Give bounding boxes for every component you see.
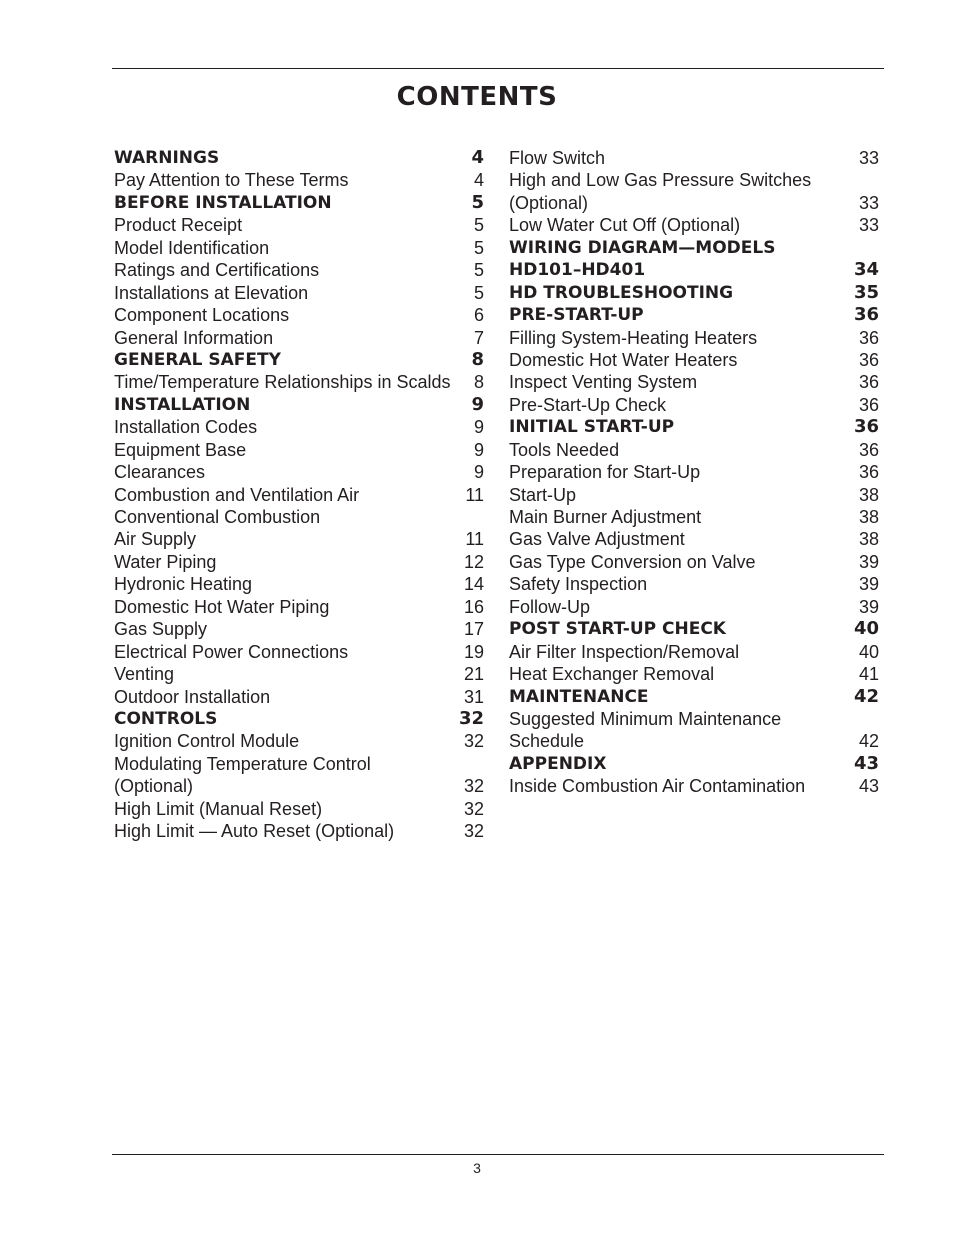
toc-section-heading[interactable]: [509, 416, 879, 438]
toc-entry[interactable]: [509, 663, 879, 685]
toc-entry-page: 33: [858, 148, 879, 168]
toc-entry[interactable]: [509, 169, 879, 191]
toc-section-heading[interactable]: [114, 394, 484, 416]
toc-entry-page: 32: [463, 776, 484, 797]
toc-entry-page: 9: [473, 439, 484, 460]
toc-entry-label: Air Filter Inspection/Removal: [509, 641, 740, 662]
toc-entry[interactable]: [509, 506, 879, 528]
toc-entry-page: 42: [853, 685, 879, 707]
toc-entry[interactable]: [114, 304, 484, 326]
toc-entry-label: Inside Combustion Air Contamination: [509, 776, 806, 797]
toc-entry[interactable]: [114, 596, 484, 618]
toc-entry[interactable]: [509, 147, 879, 169]
toc-left-column: [114, 147, 484, 843]
toc-entry-page: 36: [858, 394, 879, 415]
toc-entry-page: 36: [858, 439, 879, 460]
toc-entry-page: 5: [473, 282, 484, 303]
toc-entry-label: Ignition Control Module: [114, 731, 300, 752]
toc-entry[interactable]: [509, 327, 879, 349]
toc-entry-label: POST START-UP CHECK: [509, 619, 726, 640]
toc-entry-page: 43: [853, 752, 879, 774]
toc-entry-page: 36: [858, 349, 879, 370]
toc-entry-page: 7: [473, 327, 484, 348]
toc-entry-page: 35: [853, 281, 879, 303]
toc-entry-page: 33: [858, 215, 879, 236]
toc-entry-label: Heat Exchanger Removal: [509, 664, 715, 685]
toc-section-heading[interactable]: [114, 349, 484, 371]
toc-entry[interactable]: [509, 775, 879, 797]
toc-entry-label: Outdoor Installation: [114, 686, 271, 707]
toc-entry-label: Hydronic Heating: [114, 574, 253, 595]
toc-entry-page: 39: [858, 574, 879, 595]
toc-entry-label: HD TROUBLESHOOTING: [509, 282, 734, 303]
toc-entry-label: Domestic Hot Water Piping: [114, 596, 330, 617]
toc-entry-page: 41: [858, 664, 879, 685]
toc-entry-label: WIRING DIAGRAM—MODELS: [509, 237, 776, 258]
toc-entry-label: Product Receipt: [114, 215, 243, 236]
toc-entry[interactable]: [114, 484, 484, 506]
toc-entry-label: Gas Type Conversion on Valve: [509, 551, 756, 572]
toc-entry[interactable]: [509, 439, 879, 461]
toc-entry[interactable]: [509, 641, 879, 663]
toc-entry-page: 5: [473, 237, 484, 258]
toc-entry-label: General Information: [114, 327, 274, 348]
toc-entry-label: Equipment Base: [114, 439, 247, 460]
toc-section-heading[interactable]: [509, 259, 879, 281]
toc-section-heading[interactable]: [114, 708, 484, 730]
toc-entry[interactable]: [114, 730, 484, 752]
toc-entry-label: Follow-Up: [509, 596, 591, 617]
toc-entry-page: 4: [473, 170, 484, 191]
toc-section-heading[interactable]: [509, 686, 879, 708]
toc-entry-label: Combustion and Ventilation Air: [114, 484, 360, 505]
toc-entry-label: Suggested Minimum Maintenance: [509, 708, 782, 729]
toc-entry[interactable]: [114, 371, 484, 393]
toc-entry[interactable]: [114, 573, 484, 595]
toc-entry[interactable]: [114, 686, 484, 708]
toc-entry-label: WARNINGS: [114, 148, 220, 168]
toc-entry[interactable]: [509, 461, 879, 483]
toc-entry-page: 42: [858, 731, 879, 752]
toc-entry[interactable]: [114, 259, 484, 281]
toc-entry-page: 36: [858, 327, 879, 348]
toc-entry[interactable]: [509, 596, 879, 618]
toc-entry[interactable]: [114, 663, 484, 685]
toc-entry[interactable]: [114, 798, 484, 820]
toc-entry[interactable]: [114, 528, 484, 550]
toc-entry-page: 4: [471, 147, 484, 168]
toc-entry-label: Filling System-Heating Heaters: [509, 327, 758, 348]
toc-entry-label: Conventional Combustion: [114, 507, 321, 527]
toc-entry-page: 19: [463, 641, 484, 662]
toc-entry[interactable]: [114, 820, 484, 842]
toc-entry-label: APPENDIX: [509, 753, 607, 774]
toc-entry-label: CONTROLS: [114, 708, 218, 729]
toc-entry-page: 16: [463, 596, 484, 617]
toc-entry-label: (Optional): [114, 776, 194, 797]
top-rule: [112, 68, 884, 69]
toc-entry-page: 36: [853, 416, 879, 438]
toc-entry-page: 36: [858, 372, 879, 393]
toc-entry-label: Installation Codes: [114, 417, 258, 438]
toc-entry-page: 39: [858, 551, 879, 572]
toc-entry-label: Component Locations: [114, 305, 290, 326]
toc-entry-label: Safety Inspection: [509, 574, 648, 595]
toc-entry-label: INITIAL START-UP: [509, 417, 675, 438]
toc-entry-page: 40: [858, 641, 879, 662]
toc-entry-page: 5: [473, 260, 484, 281]
toc-entry-label: BEFORE INSTALLATION: [114, 192, 332, 213]
toc-entry-page: 9: [473, 417, 484, 438]
toc-entry-label: Water Piping: [114, 551, 217, 572]
toc-entry-page: 32: [463, 821, 484, 842]
toc-section-heading[interactable]: [509, 753, 879, 775]
toc-entry-page: 36: [858, 462, 879, 483]
toc-entry[interactable]: [114, 461, 484, 483]
toc-entry-label: High Limit (Manual Reset): [114, 798, 323, 819]
toc-entry-label: HD101–HD401: [509, 260, 646, 281]
toc-entry-label: Start-Up: [509, 484, 577, 505]
toc-entry-page: 38: [858, 484, 879, 505]
toc-entry-label: Pre-Start-Up Check: [509, 394, 667, 415]
toc-entry-label: Schedule: [509, 731, 585, 752]
toc-entry-page: 14: [463, 574, 484, 595]
toc-entry[interactable]: [114, 753, 484, 775]
toc-entry-page: 9: [473, 462, 484, 483]
toc-entry[interactable]: [114, 327, 484, 349]
toc-entry-label: Flow Switch: [509, 148, 606, 168]
toc-entry-label: Main Burner Adjustment: [509, 507, 702, 527]
toc-entry-page: 6: [473, 305, 484, 326]
toc-entry-page: 5: [471, 191, 484, 213]
toc-entry[interactable]: [114, 506, 484, 528]
toc-entry-page: 43: [858, 776, 879, 797]
toc-entry-label: Clearances: [114, 462, 206, 483]
toc-entry-page: 39: [858, 596, 879, 617]
toc-entry[interactable]: [114, 641, 484, 663]
toc-entry[interactable]: [509, 349, 879, 371]
toc-entry-label: Model Identification: [114, 237, 270, 258]
toc-entry[interactable]: [114, 439, 484, 461]
page-number: 3: [473, 1160, 481, 1176]
toc-entry-label: Gas Supply: [114, 619, 208, 640]
toc-entry-label: Time/Temperature Relationships in Scalds: [114, 372, 451, 393]
toc-entry[interactable]: [114, 169, 484, 191]
toc-right-column: [509, 147, 879, 798]
toc-entry-page: 9: [471, 393, 484, 415]
toc-entry-label: Tools Needed: [509, 439, 620, 460]
toc-entry[interactable]: [509, 484, 879, 506]
toc-entry-label: (Optional): [509, 192, 589, 213]
toc-section-heading[interactable]: [114, 147, 484, 169]
toc-entry-page: 38: [858, 529, 879, 550]
toc-entry-page: 8: [473, 372, 484, 393]
toc-entry-page: 12: [463, 551, 484, 572]
toc-entry[interactable]: [509, 528, 879, 550]
toc-entry-page: 11: [465, 529, 484, 550]
toc-entry-label: Venting: [114, 664, 175, 685]
toc-entry-label: Air Supply: [114, 529, 197, 550]
toc-entry[interactable]: [114, 282, 484, 304]
toc-entry-label: MAINTENANCE: [509, 686, 649, 707]
toc-entry[interactable]: [114, 416, 484, 438]
toc-entry[interactable]: [509, 371, 879, 393]
toc-entry-page: 11: [465, 484, 484, 505]
toc-entry-label: PRE-START-UP: [509, 305, 644, 326]
toc-entry-page: 33: [858, 192, 879, 213]
toc-entry-label: Ratings and Certifications: [114, 260, 320, 281]
toc-entry-page: 32: [458, 707, 484, 729]
toc-entry-label: Domestic Hot Water Heaters: [509, 349, 738, 370]
toc-entry[interactable]: [509, 573, 879, 595]
toc-entry[interactable]: [509, 214, 879, 236]
toc-entry-label: GENERAL SAFETY: [114, 349, 281, 370]
toc-entry[interactable]: [114, 237, 484, 259]
toc-entry-label: High Limit — Auto Reset (Optional): [114, 821, 395, 842]
toc-section-heading[interactable]: [114, 192, 484, 214]
toc-section-heading[interactable]: [509, 282, 879, 304]
toc-entry-label: INSTALLATION: [114, 394, 251, 415]
toc-entry-page: 34: [853, 259, 879, 281]
toc-entry[interactable]: [114, 551, 484, 573]
toc-entry-page: 5: [473, 215, 484, 236]
toc-entry-page: 21: [463, 664, 484, 685]
toc-entry-page: 40: [853, 618, 879, 640]
toc-entry[interactable]: [114, 214, 484, 236]
toc-entry[interactable]: [509, 394, 879, 416]
toc-entry-page: 38: [858, 507, 879, 527]
toc-entry-page: 36: [853, 304, 879, 326]
toc-section-heading[interactable]: [509, 237, 879, 259]
toc-entry[interactable]: [509, 708, 879, 730]
page-title: CONTENTS: [396, 82, 558, 112]
toc-entry-page: 32: [463, 731, 484, 752]
toc-entry[interactable]: [114, 775, 484, 797]
toc-entry-label: Inspect Venting System: [509, 372, 698, 393]
toc-section-heading[interactable]: [509, 618, 879, 640]
toc-entry-page: 32: [463, 798, 484, 819]
toc-entry-page: 31: [463, 686, 484, 707]
bottom-rule: [112, 1154, 884, 1155]
toc-entry-page: 17: [463, 619, 484, 640]
toc-entry[interactable]: [114, 618, 484, 640]
toc-entry-label: Modulating Temperature Control: [114, 753, 371, 774]
toc-entry[interactable]: [509, 730, 879, 752]
toc-entry-page: 8: [471, 348, 484, 370]
toc-entry-label: Low Water Cut Off (Optional): [509, 215, 741, 236]
toc-entry-label: Pay Attention to These Terms: [114, 170, 349, 191]
toc-section-heading[interactable]: [509, 304, 879, 326]
toc-entry-label: High and Low Gas Pressure Switches: [509, 170, 812, 191]
toc-entry[interactable]: [509, 551, 879, 573]
toc-entry-label: Electrical Power Connections: [114, 641, 349, 662]
toc-entry[interactable]: [509, 192, 879, 214]
toc-entry-label: Installations at Elevation: [114, 282, 309, 303]
toc-entry-label: Gas Valve Adjustment: [509, 529, 685, 550]
toc-entry-label: Preparation for Start-Up: [509, 462, 701, 483]
